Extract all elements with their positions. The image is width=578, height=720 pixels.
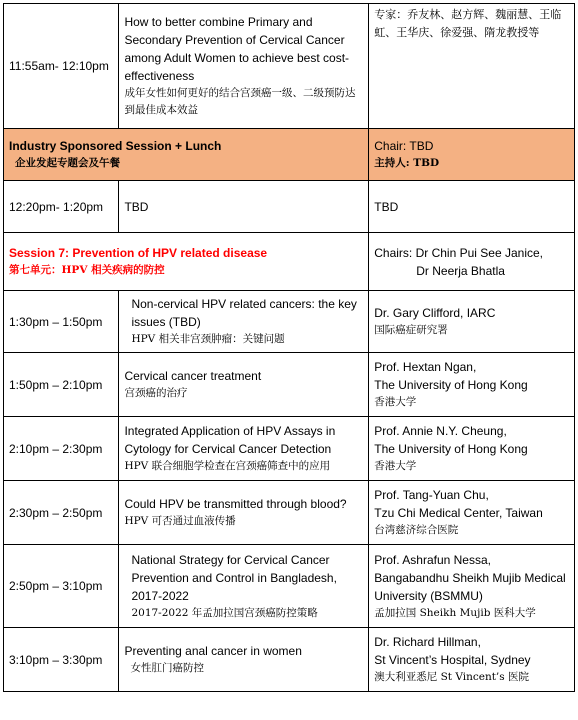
table-row bbox=[4, 291, 575, 353]
speaker-zh: 澳大利亚悉尼 St Vincent’s 医院 bbox=[374, 671, 529, 683]
title-cell bbox=[119, 481, 369, 545]
speaker-cell bbox=[369, 545, 575, 628]
title-cell: TBD bbox=[119, 181, 369, 233]
time-cell: 2:30pm – 2:50pm bbox=[4, 481, 119, 545]
speaker-affiliation-en: Tzu Chi Medical Center, Taiwan bbox=[374, 506, 543, 520]
speaker-cell bbox=[369, 4, 575, 129]
title-cell bbox=[119, 353, 369, 417]
table-row bbox=[4, 545, 575, 628]
speaker-en: Prof. Hextan Ngan, bbox=[374, 360, 477, 374]
session-7-chairs-line1: Chairs: Dr Chin Pui See Janice, bbox=[374, 245, 543, 260]
speaker-zh: 孟加拉国 Sheikh Mujib 医科大学 bbox=[374, 606, 536, 619]
speaker-en: Prof. Annie N.Y. Cheung, bbox=[374, 424, 507, 438]
title-en: Could HPV be transmitted through blood? bbox=[124, 497, 347, 511]
speaker-zh: 台湾慈济综合医院 bbox=[374, 524, 459, 536]
industry-title-zh: 企业发起专题会及午餐 bbox=[15, 157, 120, 169]
time-cell: 1:30pm – 1:50pm bbox=[4, 291, 119, 353]
time-cell: 1:50pm – 2:10pm bbox=[4, 353, 119, 417]
speaker-affiliation-en: The University of Hong Kong bbox=[374, 378, 528, 392]
title-zh: 女性肛门癌防控 bbox=[130, 662, 204, 674]
speaker-cell bbox=[369, 417, 575, 481]
speaker-en: Dr. Gary Clifford, IARC bbox=[374, 306, 496, 320]
title-en: National Strategy for Cervical Cancer Prevention and Control in Bangladesh, 2017-2022 bbox=[131, 552, 337, 603]
table-row bbox=[4, 233, 575, 291]
session-7-chairs-cell bbox=[369, 233, 575, 291]
schedule-table bbox=[3, 3, 575, 692]
table-row bbox=[4, 417, 575, 481]
time-cell: 3:10pm – 3:30pm bbox=[4, 628, 119, 692]
title-zh: 2017-2022 年孟加拉国宫颈癌防控策略 bbox=[131, 606, 318, 619]
table-row bbox=[4, 181, 575, 233]
industry-session-cell bbox=[4, 129, 369, 181]
industry-title-en: Industry Sponsored Session + Lunch bbox=[9, 139, 222, 153]
time-cell: 2:10pm – 2:30pm bbox=[4, 417, 119, 481]
title-cell bbox=[119, 291, 369, 353]
speaker-en: Prof. Tang-Yuan Chu, bbox=[374, 488, 489, 502]
table-row bbox=[4, 4, 575, 129]
title-zh: 宫颈癌的治疗 bbox=[124, 387, 188, 399]
title-en: Non-cervical HPV related cancers: the key issues (TBD) bbox=[131, 297, 357, 329]
title-cell bbox=[119, 4, 369, 129]
speaker-en: Prof. Ashrafun Nessa, bbox=[374, 552, 491, 567]
title-cell bbox=[119, 417, 369, 481]
title-zh: HPV 联合细胞学检查在宫颈癌筛查中的应用 bbox=[124, 460, 331, 472]
speaker-cell bbox=[369, 353, 575, 417]
speaker-affiliation-en: St Vincent’s Hospital, Sydney bbox=[374, 653, 531, 667]
speaker-zh: 香港大学 bbox=[374, 460, 417, 472]
title-zh: 成年女性如何更好的结合宫颈癌一级、二级预防达到最佳成本效益 bbox=[124, 87, 356, 116]
speaker-cell bbox=[369, 481, 575, 545]
table-row bbox=[4, 628, 575, 692]
speaker-affiliation-en: The University of Hong Kong bbox=[374, 442, 528, 456]
time-cell: 11:55am- 12:10pm bbox=[4, 4, 119, 129]
table-row bbox=[4, 129, 575, 181]
session-7-title-en: Session 7: Prevention of HPV related disease bbox=[9, 246, 268, 260]
table-row bbox=[4, 481, 575, 545]
speaker-cell bbox=[369, 628, 575, 692]
title-en: Cervical cancer treatment bbox=[124, 369, 262, 383]
time-cell: 2:50pm – 3:10pm bbox=[4, 545, 119, 628]
speaker-en: Dr. Richard Hillman, bbox=[374, 635, 481, 649]
speaker-cell: TBD bbox=[369, 181, 575, 233]
title-en: Integrated Application of HPV Assays in Cytology for Cervical Cancer Detection bbox=[124, 424, 336, 456]
speaker-zh: 国际癌症研究署 bbox=[374, 324, 448, 336]
table-row bbox=[4, 353, 575, 417]
speaker-zh: 专家：乔友林、赵方辉、魏丽慧、王临虹、王华庆、徐爱强、隋龙教授等 bbox=[374, 8, 562, 39]
speaker-cell bbox=[369, 291, 575, 353]
title-en: Preventing anal cancer in women bbox=[124, 644, 302, 658]
session-7-cell bbox=[4, 233, 369, 291]
title-cell bbox=[119, 628, 369, 692]
time-cell: 12:20pm- 1:20pm bbox=[4, 181, 119, 233]
industry-chair-zh: 主持人: TBD bbox=[374, 157, 440, 169]
title-zh: HPV 可否通过血液传播 bbox=[124, 515, 236, 527]
session-7-title-zh: 第七单元：HPV 相关疾病的防控 bbox=[9, 264, 165, 276]
title-zh: HPV 相关非宫颈肿瘤：关键问题 bbox=[131, 333, 285, 345]
title-en: How to better combine Primary and Secondary Prevention of Cervical Cancer among Adult Women to achieve best cost-effectiveness bbox=[124, 15, 350, 83]
industry-chair-cell bbox=[369, 129, 575, 181]
industry-chair-en: Chair: TBD bbox=[374, 139, 434, 153]
session-7-chairs-line2: Dr Neerja Bhatla bbox=[416, 263, 505, 278]
title-cell bbox=[119, 545, 369, 628]
speaker-affiliation-en: Bangabandhu Sheikh Mujib Medical University (BSMMU) bbox=[374, 570, 566, 603]
speaker-zh: 香港大学 bbox=[374, 396, 417, 408]
